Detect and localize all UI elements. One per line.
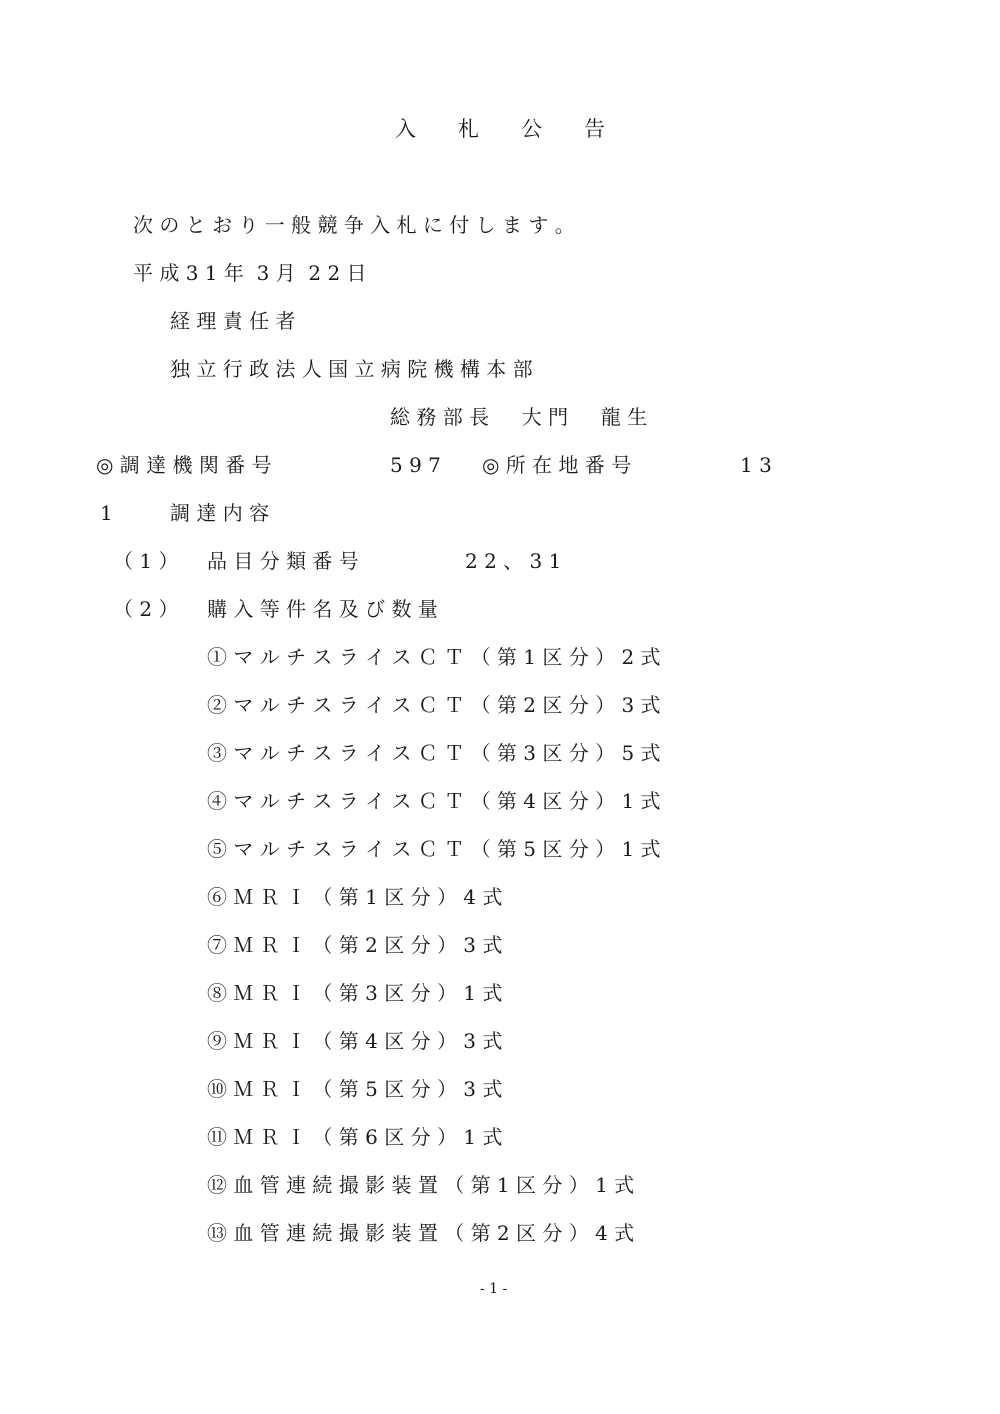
notice-date: 平 成 3 1 年 3 月 2 2 日 <box>133 261 367 285</box>
location-number-value: 1 3 <box>740 453 772 477</box>
procurement-item: ① マ ル チ ス ラ イ ス Ｃ Ｔ （ 第 1 区 分 ） 2 式 <box>207 645 661 669</box>
procurement-item: ⑦ Ｍ Ｒ Ｉ （ 第 2 区 分 ） 3 式 <box>207 933 503 957</box>
officer-name: 総 務 部 長 大 門 龍 生 <box>390 405 648 429</box>
subsection-2-number: （ 2 ） <box>113 597 179 621</box>
procurement-item: ⑥ Ｍ Ｒ Ｉ （ 第 1 区 分 ） 4 式 <box>207 885 503 909</box>
agency-number-value: 5 9 7 <box>390 453 441 477</box>
classification-label: 品 目 分 類 番 号 <box>207 549 359 573</box>
procurement-item: ⑬ 血 管 連 続 撮 影 装 置 （ 第 2 区 分 ） 4 式 <box>207 1221 635 1245</box>
organization-name: 独 立 行 政 法 人 国 立 病 院 機 構 本 部 <box>170 357 533 381</box>
officer-title: 経 理 責 任 者 <box>170 309 296 333</box>
agency-number-label: ◎ 調 達 機 関 番 号 <box>96 453 272 477</box>
purchase-items-heading: 購 入 等 件 名 及 び 数 量 <box>207 597 438 621</box>
section-number: 1 <box>100 501 113 525</box>
subsection-1-number: （ 1 ） <box>113 549 179 573</box>
location-number-label: ◎ 所 在 地 番 号 <box>482 453 632 477</box>
notice-title: 入 札 公 告 <box>395 117 605 141</box>
classification-value: 2 2 、 3 1 <box>465 549 562 573</box>
intro-text: 次 の と お り 一 般 競 争 入 札 に 付 し ま す 。 <box>133 213 575 237</box>
procurement-item: ③ マ ル チ ス ラ イ ス Ｃ Ｔ （ 第 3 区 分 ） 5 式 <box>207 741 661 765</box>
procurement-item: ⑧ Ｍ Ｒ Ｉ （ 第 3 区 分 ） 1 式 <box>207 981 503 1005</box>
page-number: - 1 - <box>480 1281 508 1297</box>
procurement-item: ⑨ Ｍ Ｒ Ｉ （ 第 4 区 分 ） 3 式 <box>207 1029 503 1053</box>
section-heading: 調 達 内 容 <box>170 501 270 525</box>
procurement-item: ② マ ル チ ス ラ イ ス Ｃ Ｔ （ 第 2 区 分 ） 3 式 <box>207 693 661 717</box>
procurement-item: ④ マ ル チ ス ラ イ ス Ｃ Ｔ （ 第 4 区 分 ） 1 式 <box>207 789 661 813</box>
procurement-item: ⑪ Ｍ Ｒ Ｉ （ 第 6 区 分 ） 1 式 <box>207 1125 503 1149</box>
procurement-item: ⑩ Ｍ Ｒ Ｉ （ 第 5 区 分 ） 3 式 <box>207 1077 503 1101</box>
procurement-item: ⑤ マ ル チ ス ラ イ ス Ｃ Ｔ （ 第 5 区 分 ） 1 式 <box>207 837 661 861</box>
procurement-item: ⑫ 血 管 連 続 撮 影 装 置 （ 第 1 区 分 ） 1 式 <box>207 1173 635 1197</box>
